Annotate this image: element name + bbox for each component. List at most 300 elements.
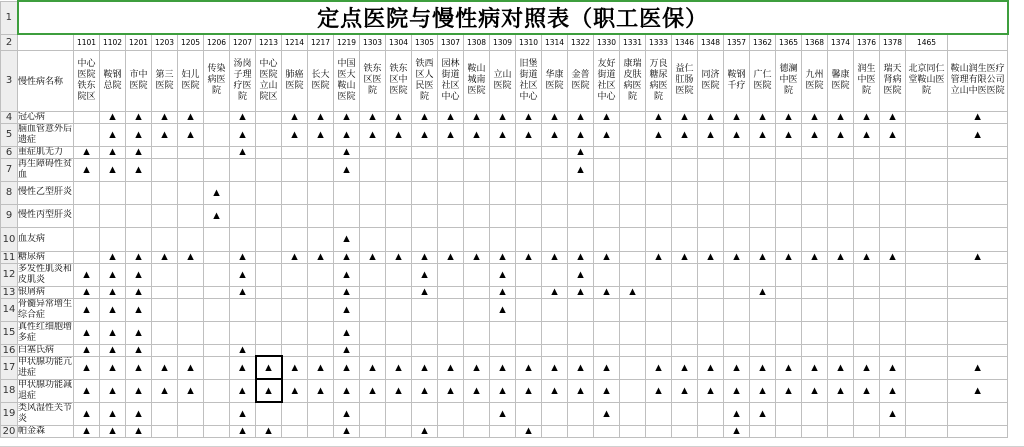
empty-cell[interactable]: [646, 425, 672, 437]
row-header[interactable]: 20: [1, 425, 18, 437]
coverage-mark-cell[interactable]: ▲: [230, 425, 256, 437]
empty-cell[interactable]: [948, 227, 1008, 251]
coverage-mark-cell[interactable]: ▲: [724, 379, 750, 402]
empty-cell[interactable]: [490, 344, 516, 356]
coverage-mark-cell[interactable]: ▲: [828, 123, 854, 146]
empty-cell[interactable]: [750, 146, 776, 158]
coverage-mark-cell[interactable]: ▲: [854, 379, 880, 402]
coverage-mark-cell[interactable]: ▲: [880, 356, 906, 379]
empty-cell[interactable]: [256, 181, 282, 204]
hospital-name-cell[interactable]: 北京同仁堂鞍山医院: [906, 50, 948, 111]
empty-cell[interactable]: [698, 321, 724, 344]
row-header[interactable]: 11: [1, 251, 18, 263]
empty-cell[interactable]: [724, 204, 750, 227]
empty-cell[interactable]: [948, 321, 1008, 344]
empty-cell[interactable]: [948, 298, 1008, 321]
empty-cell[interactable]: [828, 321, 854, 344]
empty-cell[interactable]: [672, 298, 698, 321]
empty-cell[interactable]: [386, 425, 412, 437]
coverage-mark-cell[interactable]: ▲: [412, 111, 438, 123]
hospital-name-cell[interactable]: 长大医院: [308, 50, 334, 111]
empty-cell[interactable]: [204, 356, 230, 379]
coverage-mark-cell[interactable]: ▲: [282, 111, 308, 123]
empty-cell[interactable]: [724, 286, 750, 298]
empty-cell[interactable]: [360, 321, 386, 344]
coverage-mark-cell[interactable]: ▲: [776, 123, 802, 146]
empty-cell[interactable]: [438, 344, 464, 356]
coverage-mark-cell[interactable]: ▲: [516, 123, 542, 146]
hospital-code-cell[interactable]: 1357: [724, 34, 750, 50]
empty-cell[interactable]: [802, 181, 828, 204]
empty-cell[interactable]: [906, 298, 948, 321]
empty-cell[interactable]: [568, 344, 594, 356]
coverage-mark-cell[interactable]: ▲: [126, 321, 152, 344]
empty-cell[interactable]: [178, 402, 204, 425]
empty-cell[interactable]: [386, 146, 412, 158]
hospital-code-cell[interactable]: 1303: [360, 34, 386, 50]
coverage-mark-cell[interactable]: ▲: [100, 251, 126, 263]
coverage-mark-cell[interactable]: ▲: [698, 379, 724, 402]
row-header[interactable]: 2: [1, 34, 18, 50]
hospital-name-cell[interactable]: 铁西区人民医院: [412, 50, 438, 111]
coverage-mark-cell[interactable]: ▲: [776, 111, 802, 123]
empty-cell[interactable]: [412, 321, 438, 344]
coverage-mark-cell[interactable]: ▲: [152, 123, 178, 146]
hospital-code-cell[interactable]: 1214: [282, 34, 308, 50]
coverage-mark-cell[interactable]: ▲: [334, 227, 360, 251]
row-header[interactable]: 3: [1, 50, 18, 111]
empty-cell[interactable]: [568, 425, 594, 437]
empty-cell[interactable]: [672, 146, 698, 158]
empty-cell[interactable]: [568, 298, 594, 321]
empty-cell[interactable]: [152, 286, 178, 298]
empty-cell[interactable]: [620, 344, 646, 356]
coverage-mark-cell[interactable]: ▲: [802, 251, 828, 263]
coverage-mark-cell[interactable]: ▲: [568, 263, 594, 286]
empty-cell[interactable]: [620, 321, 646, 344]
coverage-mark-cell[interactable]: ▲: [948, 251, 1008, 263]
hospital-code-cell[interactable]: 1205: [178, 34, 204, 50]
empty-cell[interactable]: [126, 204, 152, 227]
empty-cell[interactable]: [490, 146, 516, 158]
empty-cell[interactable]: [516, 227, 542, 251]
hospital-code-cell[interactable]: 1365: [776, 34, 802, 50]
empty-cell[interactable]: [906, 251, 948, 263]
empty-cell[interactable]: [282, 181, 308, 204]
empty-cell[interactable]: [750, 158, 776, 181]
empty-cell[interactable]: [360, 146, 386, 158]
empty-cell[interactable]: [74, 227, 100, 251]
empty-cell[interactable]: [880, 204, 906, 227]
empty-cell[interactable]: [698, 204, 724, 227]
empty-cell[interactable]: [568, 402, 594, 425]
coverage-mark-cell[interactable]: ▲: [568, 251, 594, 263]
coverage-mark-cell[interactable]: ▲: [126, 356, 152, 379]
empty-cell[interactable]: [776, 344, 802, 356]
coverage-mark-cell[interactable]: ▲: [724, 123, 750, 146]
empty-cell[interactable]: [204, 298, 230, 321]
empty-cell[interactable]: [620, 158, 646, 181]
coverage-mark-cell[interactable]: ▲: [178, 111, 204, 123]
empty-cell[interactable]: [178, 321, 204, 344]
coverage-mark-cell[interactable]: ▲: [334, 158, 360, 181]
empty-cell[interactable]: [204, 146, 230, 158]
coverage-mark-cell[interactable]: ▲: [646, 123, 672, 146]
coverage-mark-cell[interactable]: ▲: [594, 111, 620, 123]
empty-cell[interactable]: [386, 204, 412, 227]
coverage-mark-cell[interactable]: ▲: [594, 286, 620, 298]
empty-cell[interactable]: [412, 227, 438, 251]
empty-cell[interactable]: [204, 263, 230, 286]
empty-cell[interactable]: [152, 321, 178, 344]
coverage-mark-cell[interactable]: ▲: [828, 379, 854, 402]
disease-name-cell[interactable]: 冠心病: [18, 111, 74, 123]
empty-cell[interactable]: [594, 321, 620, 344]
coverage-mark-cell[interactable]: ▲: [698, 251, 724, 263]
coverage-mark-cell[interactable]: ▲: [854, 356, 880, 379]
empty-cell[interactable]: [672, 321, 698, 344]
hospital-name-cell[interactable]: 汤岗子理疗医院: [230, 50, 256, 111]
empty-cell[interactable]: [906, 321, 948, 344]
empty-cell[interactable]: [308, 181, 334, 204]
hospital-name-cell[interactable]: 妇儿医院: [178, 50, 204, 111]
empty-cell[interactable]: [490, 204, 516, 227]
coverage-mark-cell[interactable]: ▲: [256, 379, 282, 402]
empty-cell[interactable]: [126, 227, 152, 251]
coverage-mark-cell[interactable]: ▲: [880, 251, 906, 263]
hospital-name-cell[interactable]: 瑞天肾病医院: [880, 50, 906, 111]
empty-cell[interactable]: [594, 344, 620, 356]
row-header[interactable]: 19: [1, 402, 18, 425]
coverage-mark-cell[interactable]: ▲: [178, 123, 204, 146]
empty-cell[interactable]: [178, 227, 204, 251]
coverage-mark-cell[interactable]: ▲: [308, 111, 334, 123]
empty-cell[interactable]: [438, 321, 464, 344]
coverage-mark-cell[interactable]: ▲: [282, 251, 308, 263]
empty-cell[interactable]: [698, 402, 724, 425]
hospital-name-cell[interactable]: 铁东区医院: [360, 50, 386, 111]
empty-cell[interactable]: [802, 263, 828, 286]
hospital-code-cell[interactable]: 1203: [152, 34, 178, 50]
empty-cell[interactable]: [620, 227, 646, 251]
coverage-mark-cell[interactable]: ▲: [230, 123, 256, 146]
empty-cell[interactable]: [802, 286, 828, 298]
coverage-mark-cell[interactable]: ▲: [516, 111, 542, 123]
empty-cell[interactable]: [178, 286, 204, 298]
coverage-mark-cell[interactable]: ▲: [490, 286, 516, 298]
disease-name-cell[interactable]: 甲状腺功能减退症: [18, 379, 73, 401]
coverage-mark-cell[interactable]: ▲: [490, 298, 516, 321]
coverage-mark-cell[interactable]: ▲: [646, 356, 672, 379]
coverage-mark-cell[interactable]: ▲: [828, 356, 854, 379]
empty-cell[interactable]: [18, 34, 74, 50]
empty-cell[interactable]: [948, 286, 1008, 298]
empty-cell[interactable]: [948, 402, 1008, 425]
coverage-mark-cell[interactable]: ▲: [386, 356, 412, 379]
empty-cell[interactable]: [750, 425, 776, 437]
empty-cell[interactable]: [178, 263, 204, 286]
disease-name-cell[interactable]: 脑血管意外后遗症: [18, 123, 73, 145]
coverage-mark-cell[interactable]: ▲: [412, 356, 438, 379]
coverage-mark-cell[interactable]: ▲: [152, 379, 178, 402]
empty-cell[interactable]: [516, 181, 542, 204]
empty-cell[interactable]: [464, 227, 490, 251]
row-header[interactable]: 15: [1, 321, 18, 344]
hospital-code-cell[interactable]: 1348: [698, 34, 724, 50]
coverage-mark-cell[interactable]: ▲: [490, 251, 516, 263]
empty-cell[interactable]: [906, 227, 948, 251]
empty-cell[interactable]: [438, 263, 464, 286]
coverage-mark-cell[interactable]: ▲: [334, 111, 360, 123]
coverage-mark-cell[interactable]: ▲: [594, 123, 620, 146]
empty-cell[interactable]: [542, 344, 568, 356]
coverage-mark-cell[interactable]: ▲: [230, 146, 256, 158]
empty-cell[interactable]: [204, 321, 230, 344]
disease-name-cell[interactable]: 骨髓异常增生综合症: [18, 298, 73, 320]
empty-cell[interactable]: [646, 286, 672, 298]
coverage-mark-cell[interactable]: ▲: [516, 379, 542, 402]
empty-cell[interactable]: [828, 227, 854, 251]
coverage-mark-cell[interactable]: ▲: [230, 344, 256, 356]
coverage-mark-cell[interactable]: ▲: [490, 356, 516, 379]
empty-cell[interactable]: [880, 344, 906, 356]
empty-cell[interactable]: [308, 158, 334, 181]
coverage-mark-cell[interactable]: ▲: [438, 123, 464, 146]
empty-cell[interactable]: [360, 158, 386, 181]
empty-cell[interactable]: [126, 181, 152, 204]
empty-cell[interactable]: [776, 204, 802, 227]
empty-cell[interactable]: [828, 344, 854, 356]
empty-cell[interactable]: [178, 204, 204, 227]
coverage-mark-cell[interactable]: ▲: [126, 344, 152, 356]
empty-cell[interactable]: [620, 298, 646, 321]
hospital-code-cell[interactable]: 1217: [308, 34, 334, 50]
empty-cell[interactable]: [516, 321, 542, 344]
empty-cell[interactable]: [828, 158, 854, 181]
empty-cell[interactable]: [256, 402, 282, 425]
coverage-mark-cell[interactable]: ▲: [74, 263, 100, 286]
empty-cell[interactable]: [464, 146, 490, 158]
coverage-mark-cell[interactable]: ▲: [646, 251, 672, 263]
coverage-mark-cell[interactable]: ▲: [412, 379, 438, 402]
empty-cell[interactable]: [672, 204, 698, 227]
empty-cell[interactable]: [256, 158, 282, 181]
hospital-name-cell[interactable]: 润生中医院: [854, 50, 880, 111]
empty-cell[interactable]: [594, 181, 620, 204]
empty-cell[interactable]: [230, 321, 256, 344]
coverage-mark-cell[interactable]: ▲: [178, 356, 204, 379]
coverage-mark-cell[interactable]: ▲: [724, 251, 750, 263]
empty-cell[interactable]: [490, 158, 516, 181]
coverage-mark-cell[interactable]: ▲: [334, 298, 360, 321]
sheet-title[interactable]: 定点医院与慢性病对照表（职工医保）: [18, 1, 1008, 34]
empty-cell[interactable]: [464, 181, 490, 204]
empty-cell[interactable]: [74, 111, 100, 123]
empty-cell[interactable]: [516, 158, 542, 181]
empty-cell[interactable]: [490, 227, 516, 251]
empty-cell[interactable]: [178, 181, 204, 204]
empty-cell[interactable]: [906, 204, 948, 227]
coverage-mark-cell[interactable]: ▲: [464, 356, 490, 379]
empty-cell[interactable]: [360, 298, 386, 321]
empty-cell[interactable]: [516, 204, 542, 227]
hospital-name-cell[interactable]: 九州医院: [802, 50, 828, 111]
coverage-mark-cell[interactable]: ▲: [750, 123, 776, 146]
coverage-mark-cell[interactable]: ▲: [750, 356, 776, 379]
hospital-code-cell[interactable]: 1333: [646, 34, 672, 50]
coverage-mark-cell[interactable]: ▲: [750, 402, 776, 425]
empty-cell[interactable]: [152, 263, 178, 286]
coverage-mark-cell[interactable]: ▲: [178, 251, 204, 263]
empty-cell[interactable]: [438, 286, 464, 298]
coverage-mark-cell[interactable]: ▲: [542, 111, 568, 123]
hospital-code-cell[interactable]: 1309: [490, 34, 516, 50]
row-header[interactable]: 1: [1, 1, 18, 34]
hospital-name-cell[interactable]: 金普医院: [568, 50, 594, 111]
empty-cell[interactable]: [672, 344, 698, 356]
empty-cell[interactable]: [542, 204, 568, 227]
row-header[interactable]: 9: [1, 204, 18, 227]
empty-cell[interactable]: [230, 181, 256, 204]
coverage-mark-cell[interactable]: ▲: [126, 263, 152, 286]
empty-cell[interactable]: [646, 146, 672, 158]
empty-cell[interactable]: [386, 286, 412, 298]
empty-cell[interactable]: [594, 146, 620, 158]
empty-cell[interactable]: [256, 111, 282, 123]
empty-cell[interactable]: [698, 286, 724, 298]
empty-cell[interactable]: [594, 425, 620, 437]
empty-cell[interactable]: [282, 146, 308, 158]
empty-cell[interactable]: [750, 344, 776, 356]
coverage-mark-cell[interactable]: ▲: [948, 356, 1008, 379]
coverage-mark-cell[interactable]: ▲: [854, 111, 880, 123]
coverage-mark-cell[interactable]: ▲: [126, 298, 152, 321]
hospital-name-cell[interactable]: 馨康医院: [828, 50, 854, 111]
empty-cell[interactable]: [438, 227, 464, 251]
hospital-code-cell[interactable]: 1322: [568, 34, 594, 50]
hospital-code-cell[interactable]: 1101: [74, 34, 100, 50]
empty-cell[interactable]: [646, 158, 672, 181]
empty-cell[interactable]: [152, 158, 178, 181]
coverage-mark-cell[interactable]: ▲: [230, 111, 256, 123]
empty-cell[interactable]: [698, 227, 724, 251]
empty-cell[interactable]: [152, 227, 178, 251]
row-header[interactable]: 10: [1, 227, 18, 251]
coverage-mark-cell[interactable]: ▲: [100, 344, 126, 356]
coverage-mark-cell[interactable]: ▲: [516, 425, 542, 437]
empty-cell[interactable]: [880, 298, 906, 321]
disease-name-cell[interactable]: 血友病: [18, 227, 74, 251]
empty-cell[interactable]: [152, 146, 178, 158]
empty-cell[interactable]: [672, 158, 698, 181]
coverage-mark-cell[interactable]: ▲: [412, 263, 438, 286]
empty-cell[interactable]: [828, 425, 854, 437]
hospital-code-cell[interactable]: 1368: [802, 34, 828, 50]
hospital-code-cell[interactable]: 1374: [828, 34, 854, 50]
empty-cell[interactable]: [386, 344, 412, 356]
empty-cell[interactable]: [948, 158, 1008, 181]
hospital-name-cell[interactable]: 铁东区中医院: [386, 50, 412, 111]
empty-cell[interactable]: [906, 356, 948, 379]
empty-cell[interactable]: [282, 402, 308, 425]
empty-cell[interactable]: [906, 181, 948, 204]
empty-cell[interactable]: [802, 227, 828, 251]
coverage-mark-cell[interactable]: ▲: [490, 402, 516, 425]
empty-cell[interactable]: [516, 402, 542, 425]
empty-cell[interactable]: [776, 402, 802, 425]
coverage-mark-cell[interactable]: ▲: [438, 111, 464, 123]
empty-cell[interactable]: [256, 298, 282, 321]
empty-cell[interactable]: [802, 204, 828, 227]
empty-cell[interactable]: [464, 344, 490, 356]
hospital-code-cell[interactable]: 1378: [880, 34, 906, 50]
hospital-name-cell[interactable]: 友好街道社区中心: [594, 50, 620, 111]
coverage-mark-cell[interactable]: ▲: [568, 123, 594, 146]
empty-cell[interactable]: [542, 425, 568, 437]
coverage-mark-cell[interactable]: ▲: [776, 356, 802, 379]
disease-name-cell[interactable]: 多发性肌炎和皮肌炎: [18, 263, 73, 285]
empty-cell[interactable]: [360, 181, 386, 204]
empty-cell[interactable]: [948, 344, 1008, 356]
coverage-mark-cell[interactable]: ▲: [386, 111, 412, 123]
disease-name-cell[interactable]: 慢性乙型肝炎: [18, 181, 74, 204]
empty-cell[interactable]: [724, 321, 750, 344]
empty-cell[interactable]: [948, 181, 1008, 204]
empty-cell[interactable]: [646, 227, 672, 251]
empty-cell[interactable]: [282, 425, 308, 437]
coverage-mark-cell[interactable]: ▲: [360, 356, 386, 379]
empty-cell[interactable]: [880, 158, 906, 181]
coverage-mark-cell[interactable]: ▲: [256, 425, 282, 437]
coverage-mark-cell[interactable]: ▲: [438, 251, 464, 263]
coverage-mark-cell[interactable]: ▲: [464, 111, 490, 123]
empty-cell[interactable]: [74, 181, 100, 204]
empty-cell[interactable]: [750, 263, 776, 286]
hospital-name-cell[interactable]: 旧堡街道社区中心: [516, 50, 542, 111]
empty-cell[interactable]: [542, 146, 568, 158]
empty-cell[interactable]: [412, 204, 438, 227]
coverage-mark-cell[interactable]: ▲: [490, 111, 516, 123]
empty-cell[interactable]: [256, 123, 282, 146]
empty-cell[interactable]: [828, 286, 854, 298]
empty-cell[interactable]: [880, 286, 906, 298]
hospital-name-cell[interactable]: 德澜中医院: [776, 50, 802, 111]
coverage-mark-cell[interactable]: ▲: [802, 111, 828, 123]
coverage-mark-cell[interactable]: ▲: [386, 123, 412, 146]
coverage-mark-cell[interactable]: ▲: [230, 356, 256, 379]
empty-cell[interactable]: [620, 379, 646, 402]
empty-cell[interactable]: [620, 402, 646, 425]
empty-cell[interactable]: [178, 298, 204, 321]
empty-cell[interactable]: [568, 227, 594, 251]
coverage-mark-cell[interactable]: ▲: [542, 286, 568, 298]
empty-cell[interactable]: [178, 425, 204, 437]
coverage-mark-cell[interactable]: ▲: [542, 356, 568, 379]
disease-name-cell[interactable]: 类风湿性关节炎: [18, 402, 73, 424]
coverage-mark-cell[interactable]: ▲: [854, 123, 880, 146]
hospital-name-cell[interactable]: 广仁医院: [750, 50, 776, 111]
hospital-name-cell[interactable]: 鞍山润生医疗管理有限公司立山中医医院: [948, 50, 1008, 111]
coverage-mark-cell[interactable]: ▲: [74, 344, 100, 356]
coverage-mark-cell[interactable]: ▲: [438, 356, 464, 379]
coverage-mark-cell[interactable]: ▲: [126, 286, 152, 298]
coverage-mark-cell[interactable]: ▲: [594, 356, 620, 379]
empty-cell[interactable]: [698, 298, 724, 321]
row-header[interactable]: 4: [1, 111, 18, 123]
empty-cell[interactable]: [464, 425, 490, 437]
empty-cell[interactable]: [724, 344, 750, 356]
empty-cell[interactable]: [880, 263, 906, 286]
